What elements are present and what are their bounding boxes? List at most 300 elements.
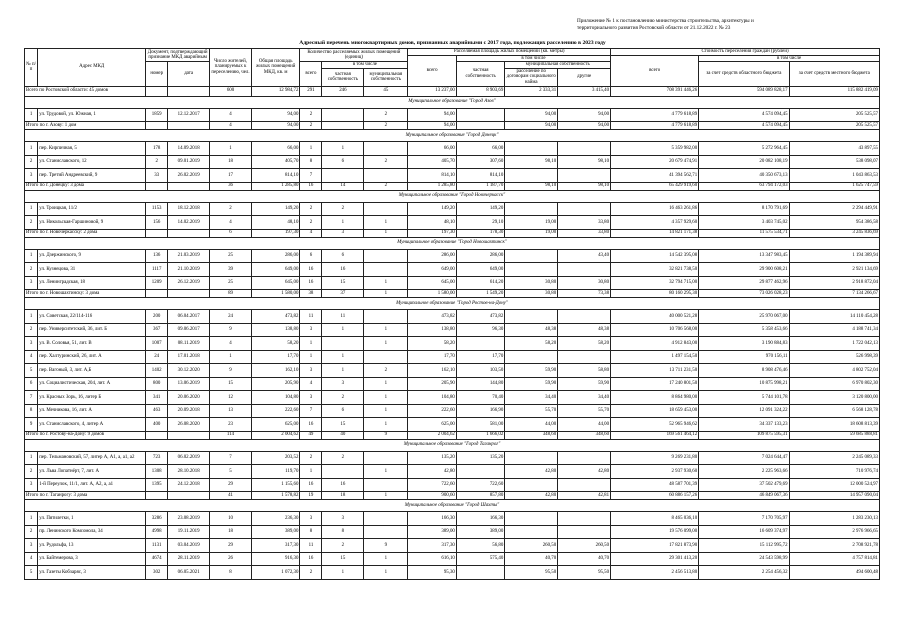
subtotal-row-cell: 1 285,80 [408, 182, 456, 190]
table-cell: 30.12.2020 [168, 364, 210, 378]
table-cell: 814,10 [408, 169, 456, 183]
table-cell: 18 [210, 155, 252, 169]
table-cell: 39 [210, 263, 252, 277]
table-cell: 317,30 [251, 539, 299, 553]
subtotal-row-cell [146, 122, 168, 130]
table-cell: 649,00 [456, 263, 504, 277]
table-cell: 8 465 036,10 [611, 512, 699, 526]
municipality-row [25, 96, 880, 108]
subtotal-row-cell: 6 [210, 229, 252, 237]
table-cell: 29 [210, 539, 252, 553]
table-cell: 4 779 618,89 [611, 108, 699, 122]
table-cell: 2 [322, 451, 364, 465]
subtotal-row [25, 229, 880, 237]
subtotal-row-cell: 348,60 [505, 431, 558, 439]
table-cell: 16 [322, 263, 364, 277]
table-cell: 8 [300, 525, 322, 539]
subtotal-row-cell: 900,60 [408, 492, 456, 500]
subtotal-row-cell: 38 [300, 290, 322, 298]
table-row [25, 323, 880, 337]
table-cell: 119,70 [251, 465, 299, 479]
table-cell: 162,10 [408, 364, 456, 378]
subtotal-row-cell: 1 578,82 [251, 492, 299, 500]
subtotal-row-cell: 4 779 618,89 [611, 122, 699, 130]
table-cell: 1 [25, 108, 38, 122]
table-cell: 1131 [146, 539, 168, 553]
header-sqm-incl: в том числе [456, 55, 610, 62]
table-cell: 463 [146, 404, 168, 418]
table-cell: 34 337 133,23 [699, 418, 789, 432]
subtotal-row-cell: 14 957 090,04 [789, 492, 879, 500]
table-cell: 42,80 [505, 465, 558, 479]
table-row [25, 465, 880, 479]
table-cell: 2 708 921,78 [789, 539, 879, 553]
table-cell: ул. Кузнецова, 31 [38, 263, 146, 277]
table-row [25, 404, 880, 418]
table-cell: 13 347 983,45 [699, 249, 789, 263]
table-cell: 1 [322, 364, 364, 378]
table-cell: 3 [300, 512, 322, 526]
table-row [25, 276, 880, 290]
table-cell: 40 350 673,13 [699, 169, 789, 183]
table-cell: 1 [364, 418, 408, 432]
table-cell: 1 [364, 566, 408, 580]
subtotal-row-cell: 1 [364, 229, 408, 237]
grand-total-row-cell: 2 333,31 [505, 86, 558, 96]
table-row [25, 337, 880, 351]
table-cell: ул. Рудольфа, 13 [38, 539, 146, 553]
table-cell: ул. Станиславского, 12 [38, 155, 146, 169]
table-cell: 575,40 [456, 552, 504, 566]
table-cell: 17,70 [408, 350, 456, 364]
table-cell: 30,80 [558, 276, 611, 290]
table-cell: пер. Кирпичная, 5 [38, 142, 146, 156]
header-sqm-private: частная собственность [456, 62, 504, 86]
table-cell: 18 659 453,00 [611, 404, 699, 418]
table-cell: 1 [300, 142, 322, 156]
table-cell: 1 [210, 350, 252, 364]
grand-total-row-cell: 708 391 446,26 [611, 86, 699, 96]
table-cell: 58,20 [408, 337, 456, 351]
table-cell: 48 587 701,39 [611, 478, 699, 492]
table-cell [558, 525, 611, 539]
table-cell: 4 188 741,34 [789, 323, 879, 337]
table-cell: 7 [25, 391, 38, 405]
table-cell: 5 [25, 566, 38, 580]
table-cell: 32 794 715,00 [611, 276, 699, 290]
table-cell: 1153 [146, 202, 168, 216]
table-cell: 9 [210, 323, 252, 337]
table-cell: 25 970 067,00 [699, 310, 789, 324]
table-cell [505, 512, 558, 526]
table-cell: 1395 [146, 478, 168, 492]
table-cell: 10 706 568,00 [611, 323, 699, 337]
table-cell: 135,20 [408, 451, 456, 465]
subtotal-row-cell [146, 492, 168, 500]
table-cell: 260,50 [505, 539, 558, 553]
table-cell: 2 [210, 202, 252, 216]
table-cell: 473,82 [456, 310, 504, 324]
subtotal-row-cell: 1 580,00 [408, 290, 456, 298]
table-cell: 814,10 [456, 169, 504, 183]
subtotal-row-cell: 109 875 595,31 [699, 431, 789, 439]
table-row [25, 539, 880, 553]
table-cell: 625,00 [408, 418, 456, 432]
table-cell: 1 043 863,53 [789, 169, 879, 183]
subtotal-row-cell: 197,30 [251, 229, 299, 237]
table-cell: ул. Станиславского, 4, литер А [38, 418, 146, 432]
table-cell: 5 [210, 465, 252, 479]
table-cell: 06.02.2019 [168, 451, 210, 465]
subtotal-row-cell: 98,10 [558, 182, 611, 190]
table-cell: 645,00 [251, 276, 299, 290]
table-row [25, 451, 880, 465]
table-row [25, 142, 880, 156]
table-cell: 200 [146, 310, 168, 324]
subtotal-row-cell: 1 549,20 [456, 290, 504, 298]
table-cell: 970 156,11 [699, 350, 789, 364]
table-cell: 15 112 995,72 [699, 539, 789, 553]
table-cell: 2 [322, 539, 364, 553]
table-cell: 11 [300, 310, 322, 324]
subtotal-row-cell: 42,81 [558, 492, 611, 500]
table-cell: 800 [146, 377, 168, 391]
header-rooms: Количество расселяемых жилых помещений (единиц) [300, 49, 408, 62]
table-cell: пер. Халтуринский, 26, лит. А [38, 350, 146, 364]
table-cell: 1 [322, 323, 364, 337]
table-cell: 16 [300, 478, 322, 492]
table-cell: 3286 [146, 512, 168, 526]
subtotal-row [25, 290, 880, 298]
table-cell: 34,40 [558, 391, 611, 405]
table-cell: 1117 [146, 263, 168, 277]
table-cell: 29 877 462,96 [699, 276, 789, 290]
subtotal-row-cell [168, 122, 210, 130]
table-cell [558, 263, 611, 277]
table-cell: 7 170 705,97 [699, 512, 789, 526]
table-cell: 42,80 [408, 465, 456, 479]
table-cell [558, 350, 611, 364]
table-cell [505, 142, 558, 156]
table-cell [456, 566, 504, 580]
table-cell: 28.10.2018 [168, 465, 210, 479]
table-cell: 1 [25, 202, 38, 216]
table-cell: 58,20 [558, 337, 611, 351]
table-cell: 12 [210, 391, 252, 405]
table-cell: 178 [146, 142, 168, 156]
subtotal-row-cell: 1 580,00 [251, 290, 299, 298]
table-cell: 2 [322, 202, 364, 216]
table-cell: 341 [146, 391, 168, 405]
table-cell: пер. Вагоный, 3, лит. А,Б [38, 364, 146, 378]
table-cell [364, 451, 408, 465]
header-doc-date: дата [168, 62, 210, 86]
table-cell [322, 169, 364, 183]
subtotal-row-cell: 9 [364, 431, 408, 439]
header-doc-num: номер [146, 62, 168, 86]
table-cell: 405,70 [251, 155, 299, 169]
table-cell: 1 [364, 391, 408, 405]
table-cell: 138,80 [251, 323, 299, 337]
table-row [25, 108, 880, 122]
subtotal-row-cell: 94,00 [558, 122, 611, 130]
table-cell: 104,80 [408, 391, 456, 405]
table-cell: 33 [146, 169, 168, 183]
table-cell: 2 294 449,91 [789, 202, 879, 216]
table-cell: 222,60 [408, 404, 456, 418]
grand-total-row-cell [168, 86, 210, 96]
table-cell [364, 525, 408, 539]
table-cell: 19.11.2019 [168, 525, 210, 539]
grand-total-row-cell: 8 903,69 [456, 86, 504, 96]
subtotal-row-cell: 41 [210, 492, 252, 500]
table-cell: 33,80 [558, 216, 611, 230]
table-cell: 6 568 128,78 [789, 404, 879, 418]
table-cell: 3 [300, 364, 322, 378]
table-cell: 9 [364, 539, 408, 553]
header-rooms-total: всего [300, 62, 322, 86]
subtotal-row-cell [168, 290, 210, 298]
table-cell [505, 169, 558, 183]
header-sqm-mun-other: другие [558, 68, 611, 86]
table-cell: 2 [300, 451, 322, 465]
table-cell: 405,70 [408, 155, 456, 169]
table-cell [364, 310, 408, 324]
subtotal-row-cell: 37 [322, 290, 364, 298]
grand-total-row-cell: 594 089 828,17 [699, 86, 789, 96]
table-cell: 156 [146, 216, 168, 230]
table-cell: 24.12.2018 [168, 478, 210, 492]
subtotal-row-cell: 2 004,62 [408, 431, 456, 439]
table-cell: 25 [210, 249, 252, 263]
subtotal-row-cell: 205 525,57 [789, 122, 879, 130]
subtotal-row-cell [456, 122, 504, 130]
table-cell: 317,30 [408, 539, 456, 553]
grand-total-row-cell: 600 [210, 86, 252, 96]
table-cell [505, 263, 558, 277]
table-cell: 205 525,57 [789, 108, 879, 122]
subtotal-row-cell: 46 849 067,36 [699, 492, 789, 500]
table-cell: 58,80 [558, 364, 611, 378]
table-cell: 2 937 930,60 [611, 465, 699, 479]
table-cell: 2 [364, 155, 408, 169]
subtotal-row-cell: 19 [300, 492, 322, 500]
table-row [25, 263, 880, 277]
subtotal-row-label: Итого по г. Новошахтинску: 3 дома [25, 290, 146, 298]
table-cell: 5 272 964,45 [699, 142, 789, 156]
table-cell: 3 [300, 391, 322, 405]
subtotal-row-cell: 178,30 [456, 229, 504, 237]
table-cell: 222,60 [251, 404, 299, 418]
subtotal-row-cell [168, 492, 210, 500]
subtotal-row-cell: 1 666,02 [456, 431, 504, 439]
table-cell: 286,00 [456, 249, 504, 263]
subtotal-row-cell: 1 187,70 [456, 182, 504, 190]
subtotal-row-cell: 197,30 [408, 229, 456, 237]
table-cell: 3 [25, 169, 38, 183]
table-cell [505, 350, 558, 364]
subtotal-row-cell: 2 [364, 182, 408, 190]
table-cell: 2 [25, 263, 38, 277]
table-cell: 722,60 [408, 478, 456, 492]
table-cell: 149,20 [408, 202, 456, 216]
subtotal-row-cell [146, 182, 168, 190]
table-cell: 2 [364, 108, 408, 122]
subtotal-row-cell [322, 122, 364, 130]
table-cell: 14 110 454,28 [789, 310, 879, 324]
table-row [25, 216, 880, 230]
subtotal-row-cell: 89 [210, 290, 252, 298]
table-cell: 103,50 [456, 364, 504, 378]
grand-total-row-cell: 246 [322, 86, 364, 96]
table-cell: 8 908 476,46 [699, 364, 789, 378]
table-cell: 14 542 395,08 [611, 249, 699, 263]
table-cell [322, 337, 364, 351]
table-cell: 4 [25, 552, 38, 566]
subtotal-row-cell: 80 160 295,30 [611, 290, 699, 298]
table-cell: 3 [25, 276, 38, 290]
table-cell: 4 [25, 350, 38, 364]
table-cell: 286,00 [251, 249, 299, 263]
table-cell: 32 821 738,50 [611, 263, 699, 277]
table-cell: 3 120 800,00 [789, 391, 879, 405]
table-cell: ул. Социалистическая, 204, лит. А [38, 377, 146, 391]
municipality-heading: Муниципальное образование "Город Новошахтинск" [25, 237, 880, 249]
table-cell: 1 [300, 337, 322, 351]
subtotal-row-cell: 2 004,62 [251, 431, 299, 439]
table-cell: 58,20 [251, 337, 299, 351]
table-cell: 1007 [146, 337, 168, 351]
table-cell [364, 142, 408, 156]
table-cell [364, 202, 408, 216]
table-cell: 2 [25, 465, 38, 479]
table-cell: 166,90 [456, 404, 504, 418]
table-cell: 21.10.2019 [168, 263, 210, 277]
table-cell: 16 [300, 418, 322, 432]
table-cell: 1209 [146, 276, 168, 290]
table-cell: 616,10 [408, 552, 456, 566]
municipality-row [25, 439, 880, 451]
table-cell: 1859 [146, 108, 168, 122]
table-cell: 26.02.2019 [168, 169, 210, 183]
table-cell: 389,00 [251, 525, 299, 539]
municipality-heading: Муниципальное образование "Город Азов" [25, 96, 880, 108]
table-row [25, 310, 880, 324]
table-cell: ул. Газеты Кобзаряс, 3 [38, 566, 146, 580]
subtotal-row-cell: 1 [364, 492, 408, 500]
table-cell: пер. Университетский, 36, лит. Б [38, 323, 146, 337]
table-row [25, 391, 880, 405]
table-cell: 12 000 524,97 [789, 478, 879, 492]
table-cell: 2 [25, 155, 38, 169]
header-rooms-private: частная собственность [322, 68, 364, 86]
table-cell: 28.11.2019 [168, 552, 210, 566]
table-cell: 4674 [146, 552, 168, 566]
table-cell: 645,00 [408, 276, 456, 290]
table-cell: 2 254 456,32 [699, 566, 789, 580]
table-cell: 2 245 089,33 [789, 451, 879, 465]
municipality-heading: Муниципальное образование "Город Таганрог" [25, 439, 880, 451]
table-cell: 95,50 [505, 566, 558, 580]
table-cell: 4 757 814,81 [789, 552, 879, 566]
table-cell: 1 [364, 552, 408, 566]
header-cost: Стоимость переселения граждан (рублей) [611, 49, 880, 56]
grand-total-row-label: Всего по Ростовской области: 45 домов [25, 86, 146, 96]
table-cell: 98,10 [558, 155, 611, 169]
table-cell: 9 269 231,80 [611, 451, 699, 465]
table-cell: 30,80 [505, 276, 558, 290]
subtotal-row-cell: 3 [322, 229, 364, 237]
table-cell: 4 [210, 108, 252, 122]
table-cell: 18 [210, 525, 252, 539]
table-cell: 25 [210, 276, 252, 290]
table-cell: ул. Троицкая, 11/2 [38, 202, 146, 216]
table-cell: 367 [146, 323, 168, 337]
table-cell: 625,00 [251, 418, 299, 432]
table-cell: 11 [300, 539, 322, 553]
table-cell: 13.06.2019 [168, 377, 210, 391]
table-cell: 29 301 413,20 [611, 552, 699, 566]
table-cell: 7 [300, 169, 322, 183]
table-cell: 43,40 [558, 249, 611, 263]
table-cell [558, 451, 611, 465]
table-cell: ул. Советская, 22/114-116 [38, 310, 146, 324]
table-cell: 42,80 [558, 465, 611, 479]
subtotal-row-cell: 348,60 [558, 431, 611, 439]
table-cell: 3 [300, 323, 322, 337]
table-cell: ул. Красных Зорь, 16, литер Б [38, 391, 146, 405]
table-cell: 70,40 [456, 391, 504, 405]
table-cell: 1 [364, 465, 408, 479]
header-cost-obl: за счет средств областного бюджета [699, 62, 789, 86]
housing-register-table [24, 48, 880, 580]
table-cell: 166,30 [456, 512, 504, 526]
table-cell: 48,38 [505, 323, 558, 337]
table-cell: 06.05.2021 [168, 566, 210, 580]
subtotal-row-label: Итого по г. Ростову-на-Дону: 9 домов [25, 431, 146, 439]
table-cell: 149,20 [456, 202, 504, 216]
table-cell: 494 600,48 [789, 566, 879, 580]
table-cell: пер. Тельмановский, 57, литер А, А1, а, а1, а2 [38, 451, 146, 465]
table-cell: 09.01.2019 [168, 155, 210, 169]
subtotal-row-cell: 63 794 172,03 [699, 182, 789, 190]
table-cell [364, 512, 408, 526]
table-cell: 48,10 [251, 216, 299, 230]
table-cell: 400 [146, 418, 168, 432]
table-cell: 5 [25, 364, 38, 378]
subtotal-row-cell: 42,80 [505, 492, 558, 500]
subtotal-row-cell: 11 575 534,71 [699, 229, 789, 237]
table-cell: 15 [322, 276, 364, 290]
table-cell [505, 525, 558, 539]
table-cell: 135,20 [456, 451, 504, 465]
table-cell: 6 [322, 404, 364, 418]
table-cell [505, 249, 558, 263]
subtotal-row-label: Итого по г. Таганрогу: 3 дома [25, 492, 146, 500]
subtotal-row-cell: 169 561 464,12 [611, 431, 699, 439]
table-cell [456, 465, 504, 479]
table-cell: 6 [322, 249, 364, 263]
table-cell: 473,82 [251, 310, 299, 324]
header-cost-total: всего [611, 55, 699, 86]
table-cell: 26.08.2020 [168, 418, 210, 432]
table-cell: 138,80 [408, 323, 456, 337]
table-cell: 144,80 [456, 377, 504, 391]
table-cell: 302 [146, 566, 168, 580]
table-cell: 15 [322, 552, 364, 566]
table-cell: пр. Ленинского Комсомола, 34 [38, 525, 146, 539]
table-cell: 1 [25, 451, 38, 465]
